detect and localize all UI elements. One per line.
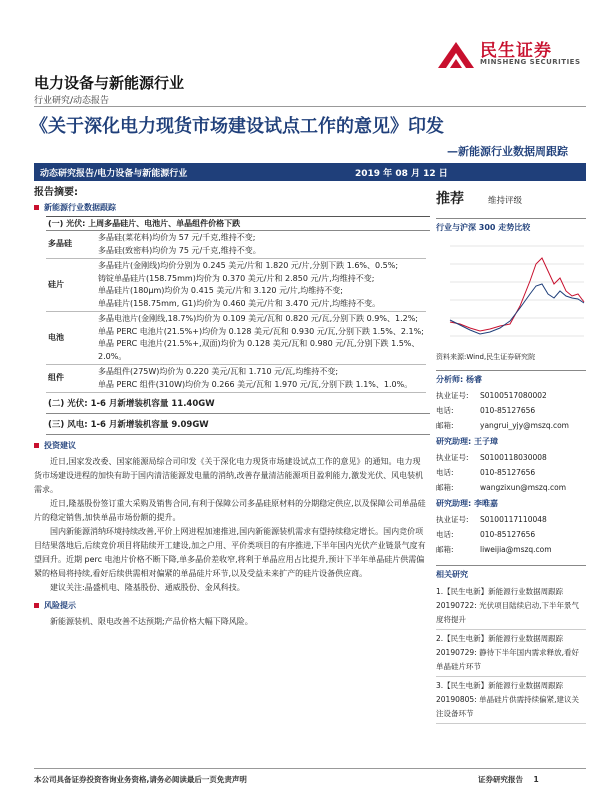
pv-header: (一) 光伏: 上周多晶硅片、电池片、单晶组件价格下跌 — [46, 216, 430, 231]
footer-divider — [34, 768, 586, 769]
detail-line: 多晶电池片(金刚线,18.7%)均价为 0.109 美元/瓦和 0.820 元/瓦,分别下跌 0.9%、1.2%; — [98, 314, 418, 323]
wind-installed: (三) 风电: 1-6 月新增装机容量 9.09GW — [46, 414, 430, 435]
contact-row — [436, 388, 586, 403]
brand-name: 民生证券 — [480, 41, 552, 61]
contact-row — [436, 465, 586, 480]
analyst-label: 分析师: — [436, 375, 464, 384]
assistant2-label: 研究助理: — [436, 499, 472, 508]
assistant1-label: 研究助理: — [436, 437, 472, 446]
contact-key: 电话: — [436, 406, 454, 415]
contact-value: 010-85127656 — [480, 468, 536, 477]
invest-paragraph: 建议关注:晶盛机电、隆基股份、通威股份、金风科技。 — [50, 583, 245, 592]
row-detail — [96, 365, 426, 393]
bar-left-text: 动态研究报告/电力设备与新能源行业 — [40, 169, 188, 179]
contact-key: 邮箱: — [436, 545, 454, 554]
chart-title: 行业与沪深 300 走势比较 — [436, 223, 531, 232]
related-list — [436, 583, 586, 724]
contact-row — [436, 542, 586, 557]
chart-source: 资料来源:Wind,民生证券研究院 — [436, 353, 536, 361]
risk-title — [34, 600, 426, 611]
contact-key: 执业证号: — [436, 515, 469, 524]
contact-value: 010-85127656 — [480, 530, 536, 539]
invest-body — [34, 455, 426, 595]
invest-paragraph: 近日,隆基股份签订重大采购及销售合同,有利于保障公司多晶硅原材料的分期稳定供应,以及保障公司单晶硅片的稳定销售,加快单晶市场份额的提升。 — [34, 499, 426, 522]
contact-value: S0100517080002 — [480, 391, 547, 400]
detail-line: 单晶 PERC 电池片(21.5%+)均价为 0.128 美元/瓦和 0.930 元/瓦,分别下跌 1.5%、2.1%; — [98, 326, 424, 336]
detail-line: 多晶硅片(金刚线)均价分别为 0.245 美元/片和 1.820 元/片,分别下跌 1.6%、0.5%; — [98, 261, 399, 270]
section-title — [34, 202, 426, 213]
contact-key: 执业证号: — [436, 391, 469, 400]
detail-line: 多晶硅(菜花料)均价为 57 元/千克,维持不变; — [98, 233, 256, 242]
price-table — [46, 231, 426, 393]
row-category: 组件 — [46, 365, 96, 393]
top-divider — [34, 106, 586, 107]
industry-title: 电力设备与新能源行业 — [34, 74, 185, 92]
detail-line: 多晶组件(275W)均价为 0.220 美元/瓦和 1.710 元/瓦,均维持不变; — [98, 367, 339, 376]
contact-value: yangrui_yjy@mszq.com — [480, 421, 569, 430]
contact-row — [436, 512, 586, 527]
footer-disclaimer: 本公司具备证券投资咨询业务资格,请务必阅读最后一页免责声明 — [34, 775, 247, 784]
related-item[interactable]: 2.【民生电新】新能源行业数据周跟踪 20190729: 静待下半年国内需求释放,看好单晶硅片环节 — [436, 630, 586, 677]
detail-line: 单晶硅片(180μm)均价为 0.415 美元/片和 3.120 元/片,均维持不变; — [98, 286, 343, 295]
table-row — [46, 259, 426, 312]
table-row — [46, 365, 426, 393]
related-item[interactable]: 3.【民生电新】新能源行业数据周跟踪 20190805: 单晶硅片供需持续偏紧,建议关注设备环节 — [436, 677, 586, 724]
footer-right — [478, 774, 539, 785]
hs300-line — [450, 284, 584, 334]
section-title-text: 新能源行业数据跟踪 — [44, 203, 116, 212]
contact-key: 邮箱: — [436, 421, 454, 430]
contact-row — [436, 418, 586, 433]
contact-row — [436, 403, 586, 418]
rating-sub: 维持评级 — [488, 196, 523, 206]
contact-key: 邮箱: — [436, 483, 454, 492]
row-detail — [96, 312, 426, 365]
detail-line: 铸锭单晶硅片(158.75mm)均价为 0.370 美元/片和 2.850 元/片,均维持不变; — [98, 273, 375, 283]
contact-value: 010-85127656 — [480, 406, 536, 415]
assistant2-info — [436, 512, 586, 557]
risk-text: 新能源装机、限电改善不达预期;产品价格大幅下降风险。 — [50, 617, 253, 626]
contact-row — [436, 480, 586, 495]
row-category: 电池 — [46, 312, 96, 365]
contact-key: 执业证号: — [436, 453, 469, 462]
row-category: 多晶硅 — [46, 231, 96, 259]
related-item[interactable]: 1.【民生电新】新能源行业数据周跟踪 20190722: 光伏项目陆续启动,下半年景气度将提升 — [436, 583, 586, 630]
detail-line: 单晶硅片(158.75mm, G1)均价为 0.460 美元/片和 3.470 元/片,均维持不变。 — [98, 298, 381, 308]
brand-logo-icon — [436, 38, 476, 72]
left-column — [34, 198, 426, 629]
related-title: 相关研究 — [436, 570, 468, 579]
report-date: 2019 年 08 月 12 日 — [355, 169, 448, 179]
brand-sub: MINSHENG SECURITIES — [480, 58, 581, 66]
table-row — [46, 231, 426, 259]
row-detail — [96, 259, 426, 312]
invest-paragraph: 国内新能源消纳环境持续改善,平价上网进程加速推进,国内新能源装机需求有望持续稳定增长。国内竞价项目结果落地后,后续竞价项目将陆续开工建设,加之户用、平价类项目的有序推进,下半年国内光伏产业链景气度有望回升。近期 perc 电池片价格不断下降,单多晶价差收窄,将利于单晶应用占比提升,预计下半年单晶硅片供需偏紧的格局将持续,看好后续供需相对偏紧的单晶硅片环节,以及受益未来扩产的硅片设备供应商。 — [34, 527, 426, 578]
table-row — [46, 312, 426, 365]
invest-title — [34, 440, 426, 451]
page-title: 《关于深化电力现货市场建设试点工作的意见》印发 — [30, 116, 444, 137]
doc-type: 行业研究/动态报告 — [34, 96, 110, 106]
analyst-name: 杨睿 — [466, 375, 482, 384]
assistant2-name: 李唯嘉 — [474, 499, 498, 508]
invest-title-text: 投资建议 — [44, 441, 76, 450]
contact-row — [436, 450, 586, 465]
contact-value: liweijia@mszq.com — [480, 545, 552, 554]
detail-line: 单晶 PERC 组件(310W)均价为 0.266 美元/瓦和 1.970 元/瓦,分别下跌 1.1%、1.0%。 — [98, 379, 413, 389]
summary-heading: 报告摘要: — [34, 187, 78, 198]
trend-chart — [436, 236, 586, 348]
contact-row — [436, 527, 586, 542]
detail-line: 单晶 PERC 电池片(21.5%+,双面)均价为 0.128 美元/瓦和 0.980 元/瓦,分别下跌 1.5%、2.0%。 — [98, 339, 420, 361]
contact-key: 电话: — [436, 530, 454, 539]
invest-paragraph: 近日,国家发改委、国家能源局综合司印发《关于深化电力现货市场建设试点工作的意见》的通知。电力现货市场建设进程的加快有助于国内清洁能源发电量的消纳,改善存量清洁能源项目盈利能力,激发光伏、风电装机需求。 — [34, 457, 424, 494]
risk-title-text: 风险提示 — [44, 601, 76, 610]
assistant1-info — [436, 450, 586, 495]
row-detail — [96, 231, 426, 259]
contact-value: S0100117110048 — [480, 515, 547, 524]
row-category: 硅片 — [46, 259, 96, 312]
contact-key: 电话: — [436, 468, 454, 477]
rating: 推荐 — [436, 191, 464, 207]
detail-line: 多晶硅(致密料)均价为 75 元/千克,维持不变。 — [98, 245, 261, 255]
page-subtitle: —新能源行业数据周跟踪 — [447, 145, 568, 158]
contact-value: S0100118030008 — [480, 453, 547, 462]
contact-value: wangzixun@mszq.com — [480, 483, 567, 492]
analyst-info — [436, 388, 586, 433]
sidebar — [436, 188, 586, 724]
footer-label: 证券研究报告 — [478, 775, 523, 784]
assistant1-name: 王子璋 — [474, 437, 498, 446]
pv-installed: (二) 光伏: 1-6 月新增装机容量 11.40GW — [46, 393, 430, 414]
page-number: 1 — [533, 775, 539, 784]
